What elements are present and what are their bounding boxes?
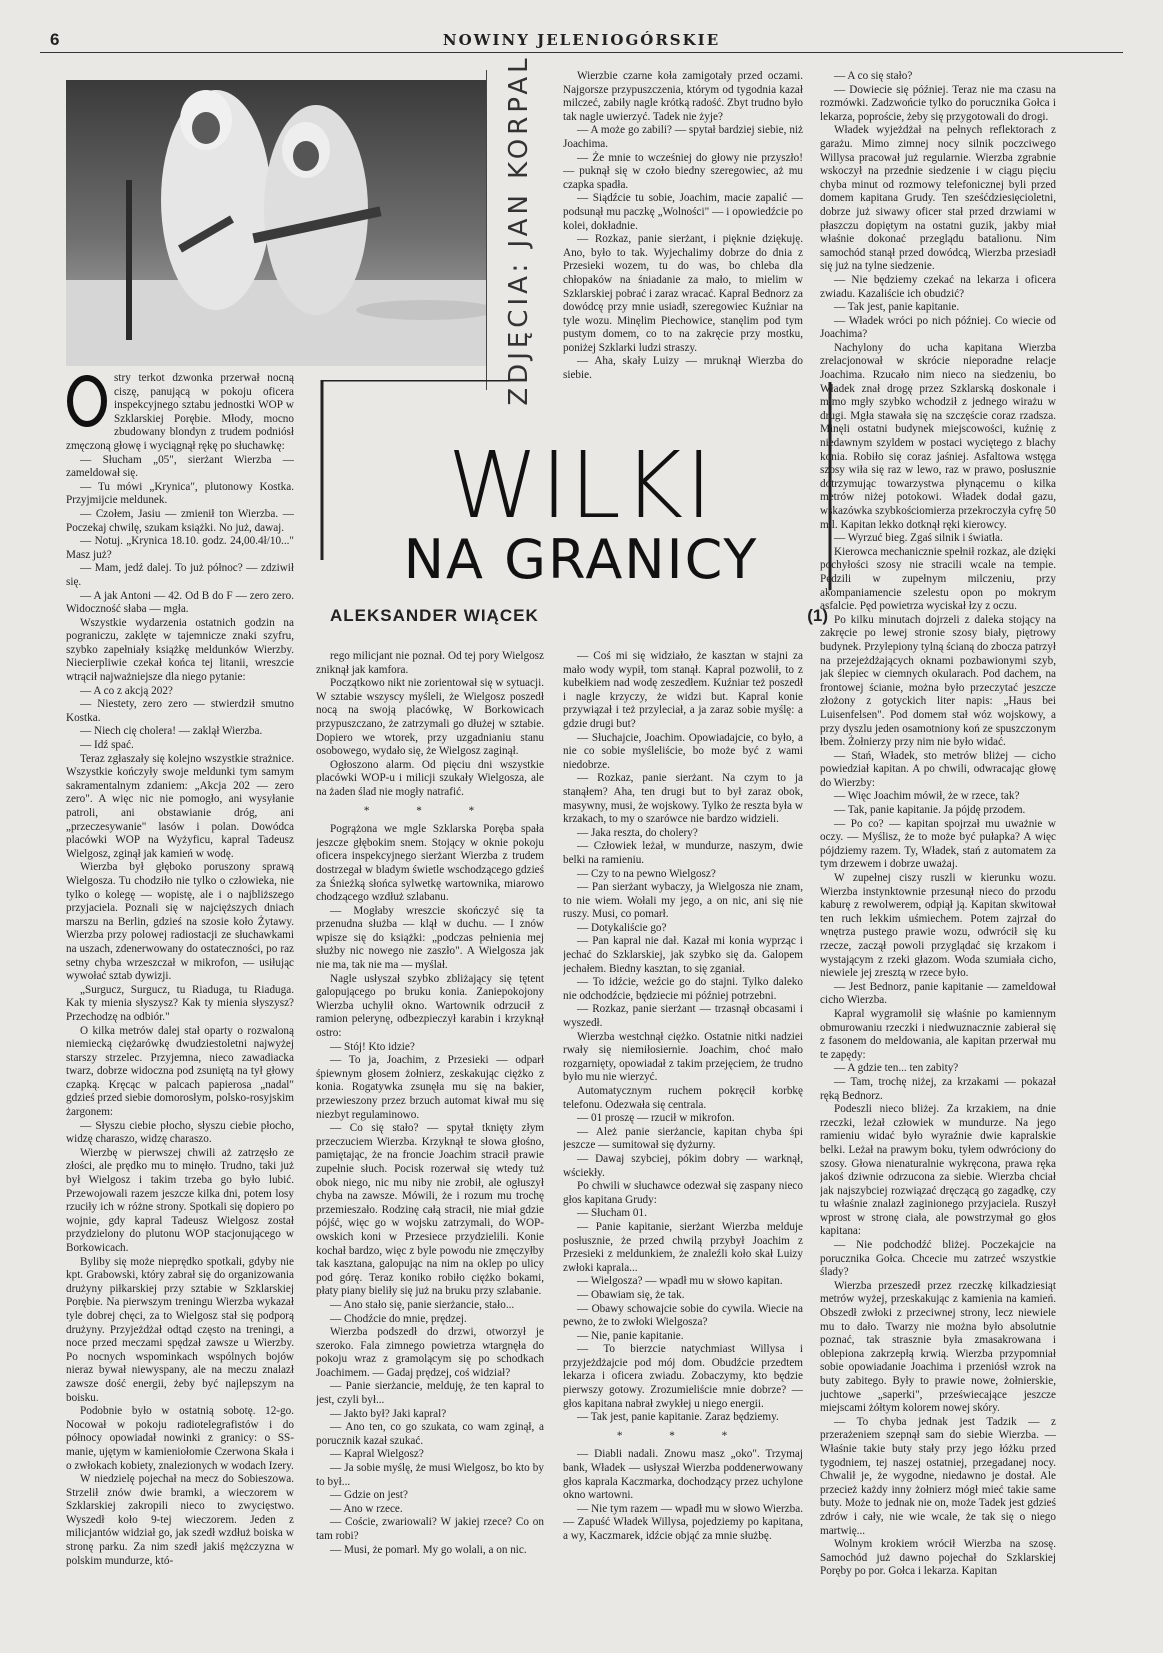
- paragraph: — Mogłaby wreszcie skończyć się ta przenudna służba — klął w duchu. — I znów wpisze się do książki: „podczas pełnienia mej służby nic nowego nie zaszło". A Wielgosza jak nie ma, tak nie ma — myślał.: [316, 904, 544, 972]
- paragraph: Wszystkie wydarzenia ostatnich godzin na pograniczu, zaklęte w tajemnicze znaki szyfru, szybko zapełniały książkę meldunków Wierzby. Niecierpliwie czekał końca tej litanii, wreszcie wtrącił najważniejsze dla niego pytanie:: [66, 616, 294, 684]
- paragraph: — Jakto był? Jaki kapral?: [330, 1407, 447, 1420]
- paragraph: Wolnym krokiem wrócił Wierzba na szosę. Samochód już dawno pojechał do Szklarskiej Poręby po por. Gołca i lekarza. Kapitan: [820, 1538, 1056, 1578]
- paragraph: — To bierzcie natychmiast Willysa i przyjeżdżajcie pod mój dom. Obudźcie przedtem lekarza i oficera zwiadu. Zobaczymy, kto będzie pierwszy gotowy. Zrozumieliście mnie dobrze? — głos kapitana nabrał zwykłej u niego energii.: [563, 1343, 803, 1410]
- paragraph: — To chyba jednak jest Tadzik — z przerażeniem szepnął sam do siebie Wierzba. — Właśnie takie buty stały przy jego łóżku przed tygodniem, tej naszej ostatniej, przegadanej nocy. Chwalił je, że wygodne, niedawno je dostał. Ale przecież każdy inny żołnierz mógł mieć takie same buty. Może to jednak nie on, może Tadek jest gdzieś zdrów i cały, nie wie wcale, że tak się o niego martwię...: [820, 1415, 1056, 1537]
- paragraph: — Człowiek leżał, w mundurze, naszym, dwie belki na ramieniu.: [563, 840, 803, 866]
- paragraph: — Tu mówi „Krynica", plutonowy Kostka. Przyjmijcie meldunek.: [66, 480, 294, 507]
- paragraph: Kierowca mechanicznie spełnił rozkaz, ale dzięki pochyłości szosy nie stracili wcale na tempie. Pędzili w zupełnym milczeniu, przy akompaniamencie szelestu opon po mokrym asfalcie. Pęd powietrza wyciskał łzy z oczu.: [820, 545, 1056, 613]
- paragraph: — A może go zabili? — spytał bardziej siebie, niż Joachima.: [563, 124, 803, 150]
- paragraph: — Niestety, zero zero — stwierdził smutno Kostka.: [66, 698, 294, 724]
- paragraph: O kilka metrów dalej stał oparty o rozwaloną niemiecką ciężarówkę dwudziestoletni najwyżej starszy strzelec. Przyjemna, nieco zawadiacka twarz, dobrze widoczna pod zsuniętą na tył głowy czapką. Kręcąc w palcach papierosa „nadal" gdzieś przed siebie domorosłym, polsko-rosyjskim żargonem:: [66, 1024, 294, 1119]
- paragraph: — A co z akcją 202?: [80, 684, 173, 697]
- paragraph: Władek wyjeżdżał na pełnych reflektorach z garażu. Mimo zimnej nocy silnik poczciwego Willysa pracował już regularnie. Wierzba zgrabnie wskoczył na przednie siedzenie i w ciągu pięciu chyba minut od rozmowy telefonicznej byli przed domem kapitana Grudy. Ten sześćdziesięcioletni, dobrze już siwawy oficer stał przed drzwiami w płaszczu dopiętym na ostatni guzik, jakby miał właśnie dokonać przeglądu batalionu. Nim samochód stanął przed dowódcą, Wierzba przesiadł się już na tylne siedzenie.: [820, 124, 1056, 273]
- paragraph: — A co się stało?: [834, 70, 913, 82]
- paragraph: — Stań, Władek, sto metrów bliżej — cicho powiedział kapitan. A po chwili, odwracając głowę do Wierzby:: [820, 749, 1056, 789]
- paragraph: — Ależ panie sierżancie, kapitan chyba śpi jeszcze — sumitował się dyżurny.: [563, 1125, 803, 1152]
- paragraph: — Aha, skały Luizy — mruknął Wierzba do siebie.: [563, 355, 803, 380]
- drop-cap-o: [66, 374, 108, 428]
- photo-credit-text: ZDJĘCIA: JAN KORPAL: [504, 54, 534, 406]
- paragraph: — Ja sobie myślę, że musi Wielgosz, bo kto by to był...: [316, 1462, 544, 1488]
- paragraph: — Nie tym razem — wpadł mu w słowo Wierzba. — Zapuść Władek Willysa, pojedziemy po kapitana, a wy, Kaczmarek, idźcie objąć za mnie służbę.: [563, 1502, 803, 1542]
- paragraph: — Panie sierżancie, melduję, że ten kapral to jest, czyli był...: [316, 1380, 544, 1407]
- paragraph: — Obawiam się, że tak.: [577, 1288, 685, 1301]
- paragraph: — Tak jest, panie kapitanie.: [834, 301, 960, 314]
- column-3-bottom-text: [563, 650, 803, 1544]
- column-3-top: [563, 70, 803, 380]
- paragraph: — Chodźcie do mnie, prędzej.: [330, 1312, 467, 1325]
- paragraph: — Czy to na pewno Wielgosz?: [577, 867, 716, 880]
- column-3-top-text: [563, 70, 803, 380]
- paragraph: Podeszli nieco bliżej. Za krzakiem, na dnie rzeczki, leżał człowiek w mundurze. Na jego ramieniu widać było wyraźnie dwie kapralskie belki. Leżał na prawym boku, tyłem odwróciony do szosy. Głowa nienaturalnie wykręcona, prawa ręka jakoś dziwnie odrzucona za siebie. Wierzba chciał jak najszybciej rozwiązać dręczącą go zagadkę, czy tu właśnie znalazł zaginionego przyjaciela. Ruszył wprost w stronę ciała, ale powstrzymał go głos kapitana:: [820, 1103, 1056, 1238]
- paragraph: — Dotykaliście go?: [577, 921, 667, 934]
- soldiers-in-snow-image: [66, 80, 486, 366]
- paragraph: — Pan kapral nie dał. Kazał mi konia wyprząc i jechać do Szklarskiej, jak szybko się da. Galopem jechałem. Biedny kasztan, to się zganiał.: [563, 935, 803, 975]
- paragraph: — Diabli nadali. Znowu masz „oko". Trzymaj bank, Władek — usłyszał Wierzba poddenerwowany głos kaprala Kaczmarka, dochodzący przez uchylone okno wartowni.: [563, 1448, 803, 1502]
- paragraph: Nachylony do ucha kapitana Wierzba zrelacjonował w skrócie nieporadne relacje Joachima. Rzucało nim nieco na siedzeniu, bo Władek znał drogę przez Szklarską doskonale i mimo mgły szybko wchodził z jednego wirażu w drugi. Mgła stawała się na szczęście coraz rzadsza. Minęli ostatni budynek miejscowości, kuźnię z niedawnym szyldem w postaci wyciętego z blachy konia. Robiło się coraz jaśniej. Asfaltowa wstęga szosy wiła się raz w lewo, raz w prawo, posłusznie dotrzymując towarzystwa płynącemu o kilka metrów niżej potokowi. Władek dodał gazu, wskazówka szybkościomierza przekroczyła cyfrę 50 mil. Kapitan lekko dotknął ręki kierowcy.: [820, 341, 1056, 531]
- column-1-text: [66, 372, 294, 1568]
- article-title-box: [320, 380, 842, 650]
- paragraph: Wierzbie czarne koła zamigotały przed oczami. Najgorsze przypuszczenia, którym od tygodnia kazał milczeć, zabiły nagle krótką radość. Zbyt trudno było tak nagle uwierzyć. Tadek nie żyje?: [563, 70, 803, 123]
- paragraph: — Dawaj szybciej, pókim dobry — warknął, wściekły.: [563, 1152, 803, 1179]
- paragraph: Nagle usłyszał szybko zbliżający się tętent galopującego po bruku konia. Zaniepokojony Wierzba uchylił okno. Wartownik odrzucił z ramion pelerynę, odbezpieczył karabin i krzyknął ostro:: [316, 972, 544, 1040]
- paragraph: — Siądźcie tu sobie, Joachim, macie zapalić — podsunął mu paczkę „Wolności" — i opowiedźcie po kolei, dokładnie.: [563, 192, 803, 232]
- newspaper-title: NOWINY JELENIOGÓRSKIE: [442, 31, 721, 49]
- column-3-bottom: [563, 650, 803, 1642]
- column-4: [820, 70, 1056, 1642]
- paragraph: * * *: [363, 804, 497, 817]
- paragraph: Wierzba westchnął ciężko. Ostatnie nitki nadziei rwały się niemiłosiernie. Joachim, choć mało rozgarnięty, opowiadał z takim przejęciem, że trudno było mu nie wierzyć.: [563, 1030, 803, 1084]
- paragraph: — A jak Antoni — 42. Od B do F — zero zero. Widoczność słaba — mgła.: [66, 589, 294, 616]
- article-title-main: WILKI: [447, 432, 715, 539]
- column-4-text: [820, 70, 1056, 1579]
- paragraph: — Jaka reszta, do cholery?: [577, 826, 698, 839]
- paragraph: stry terkot dzwonka przerwał nocną ciszę, panującą w pokoju oficera inspekcyjnego sztabu jednostki WOP w Szklarskiej Porębie. Młody, mocno zbudowany blondyn z trudem podniósł zmęczoną głowę i wyciągnął rękę po słuchawkę:: [66, 372, 294, 452]
- paragraph: — Panie kapitanie, sierżant Wierzba melduje posłusznie, że przed chwilą przybył Joachim z Przesieki z meldunkiem, że znaleźli koło skał Luizy zwłoki kaprala...: [563, 1220, 803, 1274]
- paragraph: — Ano w rzece.: [330, 1502, 403, 1515]
- paragraph: — Słuchajcie, Joachim. Opowiadajcie, co było, a nie co sobie myśleliście, bo może być z wami niedobrze.: [563, 731, 803, 771]
- paragraph: — Wyrzuć bieg. Zgaś silnik i światła.: [834, 532, 1003, 545]
- paragraph: — Tak jest, panie kapitanie. Zaraz będziemy.: [577, 1411, 779, 1424]
- paragraph: — Notuj. „Krynica 18.10. godz. 24,00.4ł/10..." Masz już?: [66, 535, 294, 561]
- paragraph: Wierzba podszedł do drzwi, otworzył je szeroko. Fala zimnego powietrza wtargnęła do pokoju wraz z gramolącym się po schodkach Joachimem. — Gadaj prędzej, coś widział?: [316, 1326, 544, 1379]
- paragraph: Po chwili w słuchawce odezwał się zaspany nieco głos kapitana Grudy:: [563, 1180, 803, 1206]
- paragraph: — Coście, zwariowali? W jakiej rzece? Co on tam robi?: [316, 1516, 544, 1542]
- article-author: ALEKSANDER WIĄCEK: [330, 606, 539, 625]
- article-title-sub: NA GRANICY: [403, 528, 759, 591]
- column-2-text: [316, 650, 544, 1557]
- paragraph: — Nie będziemy czekać na lekarza i oficera zwiadu. Kazaliście ich obudzić?: [820, 273, 1056, 300]
- paragraph: — Dowiecie się później. Teraz nie ma czasu na rozmówki. Zadzwońcie tylko do porucznika Gołca i lekarza, poproście, żeby się przygotowali do drogi.: [820, 83, 1056, 123]
- paragraph: — Że mnie to wcześniej do głowy nie przyszło! — puknął się w czoło biedny szeregowiec, aż mu czapka spadła.: [563, 151, 803, 191]
- paragraph: — Stój! Kto idzie?: [330, 1040, 415, 1053]
- paragraph: — Wielgosza? — wpadł mu w słowo kapitan.: [577, 1275, 783, 1288]
- paragraph: — Słucham „05", sierżant Wierzba — zameldował się.: [66, 453, 294, 480]
- column-2: [316, 650, 544, 1642]
- paragraph: Wierzba był głęboko poruszony sprawą Wielgosza. Tu chodziło nie tylko o człowieka, nie tylko o kolegę — wopistę, ale i o najbliższego przyjaciela. Poznali się w najcięższych dniach marszu na Berlin, gdzieś na szosie koło Żytawy. Wierzba przy polowej radiostacji ze słuchawkami na uszach, zdenerwowany do ostateczności, po raz setny chyba wrzeszczał w mikrofon, — usiłując wywołać sztab dywizji.: [66, 861, 294, 983]
- page-header: [40, 28, 1123, 53]
- paragraph: — Idź spać.: [80, 739, 134, 752]
- paragraph: — Coś mi się widziało, że kasztan w stajni za mało wody wypił, tom stanął. Kapral pozwolił, to z kubełkiem nad wodę zeszedłem. Kuźniar też poszedł i nagle krzyczy, że widzi but. Kapral konie przywiązał i też przyleciał, a ja zaraz sobie myślę: a gdzie drugi but?: [563, 650, 803, 730]
- paragraph: — Władek wróci po nich później. Co wiecie od Joachima?: [820, 314, 1056, 341]
- photo-credit: [486, 54, 551, 406]
- paragraph: Wierzbę w pierwszej chwili aż zatrzęsło ze złości, ale prędko mu to minęło. Trudno, taki już był Wielgosz i takim trzeba go było lubić. Przewojowali razem jeszcze kilka dni, potem losy rzuciły ich w różne strony. Spotkali się dopiero po wojnie, gdy kapral Tadeusz Wielgosz został przydzielony do plutonu WOP stacjonującego w Borkowicach.: [66, 1146, 294, 1254]
- paragraph: Ogłoszono alarm. Od pięciu dni wszystkie placówki WOP-u i milicji szukały Wielgosza, ale na żaden ślad nie mogły natrafić.: [316, 758, 544, 798]
- paragraph: — A gdzie ten... ten zabity?: [834, 1062, 959, 1075]
- paragraph: — Gdzie on jest?: [330, 1489, 408, 1502]
- paragraph: — To idźcie, weźcie go do stajni. Tylko daleko nie odchodźcie, będziecie mi później potrzebni.: [563, 976, 803, 1002]
- paragraph: Kapral wygramolił się właśnie po kamiennym obmurowaniu rzeczki i niedwuznacznie zabierał się z fasonem do meldowania, ale kapitan przerwał mu te zapędy:: [820, 1007, 1056, 1061]
- paragraph: — Ano stało się, panie sierżancie, stało...: [330, 1298, 515, 1311]
- paragraph: — Tam, trochę niżej, za krzakami — pokazał ręką Bednorz.: [820, 1075, 1056, 1102]
- page-number: 6: [50, 30, 60, 49]
- paragraph: — Ano ten, co go szukata, co wam zginął, a porucznik kazał szukać.: [316, 1421, 544, 1447]
- paragraph: „Surgucz, Surgucz, tu Riaduga, tu Riaduga. Kak ty mienia słyszysz? Kak ty mienia słyszysz? Przechodzę na odbiór.": [66, 983, 294, 1023]
- paragraph: — Słucham 01.: [577, 1207, 647, 1220]
- article-part: (1): [807, 606, 828, 625]
- paragraph: — Rozkaz, panie sierżant, i pięknie dziękuję. Ano, było to tak. Wyjechalimy dobrze do dnia z Przesieki wozem, tu do was, bo chleba dla chłopaków na śniadanie za mało, to mielim w Szklarskiej pobrać i zaraz wracać. Kapral Bednorz za dowódcę przy mnie usiadł, szeregowiec Kuźniar na tyle wozu. Minęlim Piechowice, stanęlim pod tym pustym domem, co to na zakręcie przy mostku, poniżej Szklarki ludzi straszy.: [563, 233, 803, 354]
- paragraph: — Pan sierżant wybaczy, ja Wielgosza nie znam, to nie wiem. Wołali my jego, a on nic, ani się nie ruszy. Musi, co pomarł.: [563, 881, 803, 921]
- paragraph: — Musi, że pomarł. My go wolali, a on nic.: [330, 1543, 527, 1556]
- paragraph: — Tak, panie kapitanie. Ja pójdę przodem.: [834, 804, 1026, 817]
- paragraph: — Czołem, Jasiu — zmienił ton Wierzba. — Poczekaj chwilę, szukam książki. No już, dawaj.: [66, 507, 294, 534]
- paragraph: — Mam, jedź dalej. To już północ? — zdziwił się.: [66, 562, 294, 588]
- paragraph: * * *: [616, 1429, 750, 1442]
- paragraph: Pogrążona we mgle Szklarska Poręba spała jeszcze głębokim snem. Stojący w oknie pokoju oficera inspekcyjnego sierżant Wierzba z trudem dostrzegał w bladym świetle wschodzącego gdzieś za Śnieżką słońca sylwetkę wartownika, miarowo chodzącego wzdłuż szlabanu.: [316, 823, 544, 904]
- paragraph: — Nie podchodźć bliżej. Poczekajcie na porucznika Gołca. Chcecie mu zatrzeć wszystkie ślady?: [820, 1239, 1056, 1279]
- paragraph: — Nie, panie kapitanie.: [577, 1329, 684, 1342]
- paragraph: Wierzba przeszedł przez rzeczkę kilkadziesiąt metrów wyżej, przeskakując z kamienia na kamień. Obszedł zwłoki z przeciwnej strony, lecz niewiele mu to dało. Twarzy nie można było absolutnie poznać, tak strasznie była zmasakrowana i oblepiona zakrzepłą krwią. Wierzba przypomniał sobie opowiadanie Joachima i przeniósł wzrok na buty zabitego. Były to prawie nowe, żołnierskie, juchtowe „saperki", przeświecające jeszcze miejscami żółtym kolorem nowej skóry.: [820, 1279, 1056, 1415]
- paragraph: — To ja, Joachim, z Przesieki — odparł śpiewnym głosem żołnierz, zeskakując ciężko z konia. Rogatywka zsunęła mu się na bakier, przewieszony przez brzuch automat kiwał mu się niezbyt regulaminowo.: [316, 1054, 544, 1121]
- paragraph: Automatycznym ruchem pokręcił korbkę telefonu. Odezwała się centrala.: [563, 1085, 803, 1111]
- column-1: [66, 372, 294, 1642]
- paragraph: Po kilku minutach dojrzeli z daleka stojący na zakręcie po lewej stronie szosy biały, piętrowy budynek. Przylepiony tylną ścianą do zbocza patrzył na przejeżdżających oknami pozbawionymi szyb, jak ślepiec w ciemnych okularach. Pod dachem, na frontowej ścianie, można było przeczytać jeszcze złożony z gotyckich liter napis: „Haus bei Luisenfelsen". Pod domem stał wóz wojskowy, a przy dyszlu jeden osamotniony koń ze spuszczonym łbem. Żołnierzy przy nim nie było widać.: [820, 613, 1056, 749]
- paragraph: Teraz zgłaszały się kolejno wszystkie strażnice. Wszystkie kończyły swoje meldunki tym samym sakramentalnym zdaniem: „Akcja 202 — zero zero". A więc nic nie pomogło, ani wysyłanie patroli, ani obstawianie dróg, ani „przeczesywanie" lasów i polan. Dowódca placówki WOP na Wyżyficu, kapral Tadeusz Wielgosz, zginął jak kamień w wodę.: [66, 752, 294, 860]
- soldiers-photo: [66, 80, 486, 366]
- paragraph: Podobnie było w ostatnią sobotę. 12-go. Nocował w pokoju radiotelegrafistów i do północy opowiadał nowinki z granicy: o SS-manie, ujętym w kamieniołomie Czerwona Skała i o zwłokach kobiety, znalezionych w wodach Izery.: [66, 1405, 294, 1472]
- paragraph: — Więc Joachim mówił, że w rzece, tak?: [834, 790, 1020, 803]
- paragraph: — 01 proszę — rzucił w mikrofon.: [577, 1112, 735, 1125]
- paragraph: — Jest Bednorz, panie kapitanie — zameldował cicho Wierzba.: [820, 980, 1056, 1007]
- paragraph: — Rozkaz, panie sierżant — trzasnął obcasami i wyszedł.: [563, 1003, 803, 1030]
- paragraph: — Co się stało? — spytał tknięty złym przeczuciem Wierzba. Krzyknął te słowa głośno, pamiętając, że na froncie Joachim stracił prawie zupełnie słuch. Pocisk rozerwał się wtedy tuż obok niego, nic mu niby nie zrobił, ale ogłuszył chyba na zawsze. Mówili, że i rozum mu trochę przemieszało. Rodzinę całą stracił, nie miał gdzie pójść, więc go w wojsku zatrzymali, do WOP-owskich koni w Przesiece przydzielili. Konie kochał bardzo, więc z byle powodu nie zmęczyłby tak kasztana, galopując na nim na oklep po ulicy pod górę. Teraz koniko robiło ciężko bokami, płaty piany bieliły się już na bruku przy szlabanie.: [316, 1122, 544, 1298]
- paragraph: — Słyszu ciebie płocho, słyszu ciebie płocho, widzę charaszo, widzę charaszo.: [66, 1119, 294, 1146]
- paragraph: — Niech cię cholera! — zaklął Wierzba.: [80, 725, 263, 738]
- paragraph: Byliby się może nieprędko spotkali, gdyby nie kpt. Grabowski, który zabrał się do organizowania drużyny piłkarskiej przy sztabie w Szklarskiej Porębie. Na pierwszym treningu Wierzba wykazał tyle dobrej chęci, za to Wielgosz stał się podporą drużyny. Przyjeżdżał odtąd często na treningi, a noce przed meczami spędzał zawsze u Wierzby. Po nocnych wspominkach wspólnych bojów nieraz bywał niewyspany, ale na meczu znalazł zawsze dość energii, żeby być najlepszym na boisku.: [66, 1255, 294, 1404]
- paragraph: W niedzielę pojechał na mecz do Sobieszowa. Strzelił znów dwie bramki, a wieczorem w Szklarskiej zakropili nieco to zwycięstwo. Wyszedł koło 9-tej wieczorem. Jeden z milicjantów widział go, jak szedł wzdłuż boiska w stronę parku. Za nim szedł jakiś mężczyzna w polskim mundurze, któ-: [66, 1473, 294, 1567]
- paragraph: W zupełnej ciszy ruszli w kierunku wozu. Wierzba instynktownie przesunął nieco do przodu kaburę z rewolwerem, odpiął ją. Kapitan skwitował ten ruch lekkim uśmiechem. Potem zajrzał do wnętrza pustego prawie wozu, odwrócił się ku rzecze, zaczął powoli przyglądać się krzakom i wystającym z rzeki głazom. Woda szumiała cicho, niewiele jej zresztą w rzece było.: [820, 872, 1056, 980]
- paragraph: rego milicjant nie poznał. Od tej pory Wielgosz zniknął jak kamfora.: [316, 650, 544, 676]
- paragraph: — Rozkaz, panie sierżant. Na czym to ja stanąłem? Aha, ten drugi but to był zaraz obok, masywny, musi, że wojskowy. Tylko że reszta była w krzakach, to my o szarówce nie bardzo widzieli.: [563, 772, 803, 826]
- paragraph: — Obawy schowajcie sobie do cywila. Wiecie na pewno, że to zwłoki Wielgosza?: [563, 1302, 803, 1329]
- paragraph: — Kapral Wielgosz?: [330, 1448, 424, 1461]
- paragraph: — Po co? — kapitan spojrzał mu uważnie w oczy. — Myślisz, że to może być pułapka? A więc pójdziemy razem. Ty, Władek, stań z automatem za tym drzewem i dobrze uważaj.: [820, 817, 1056, 871]
- paragraph: Początkowo nikt nie zorientował się w sytuacji. W sztabie wszyscy myśleli, że Wielgosz poszedł nocą na swoją placówkę, W Borkowicach przypuszczano, że zatrzymali go dłużej w sztabie. Dopiero we wtorek, przy uzgadnianiu stanu osobowego, wydało się, że Wielgosz zaginął.: [316, 677, 544, 758]
